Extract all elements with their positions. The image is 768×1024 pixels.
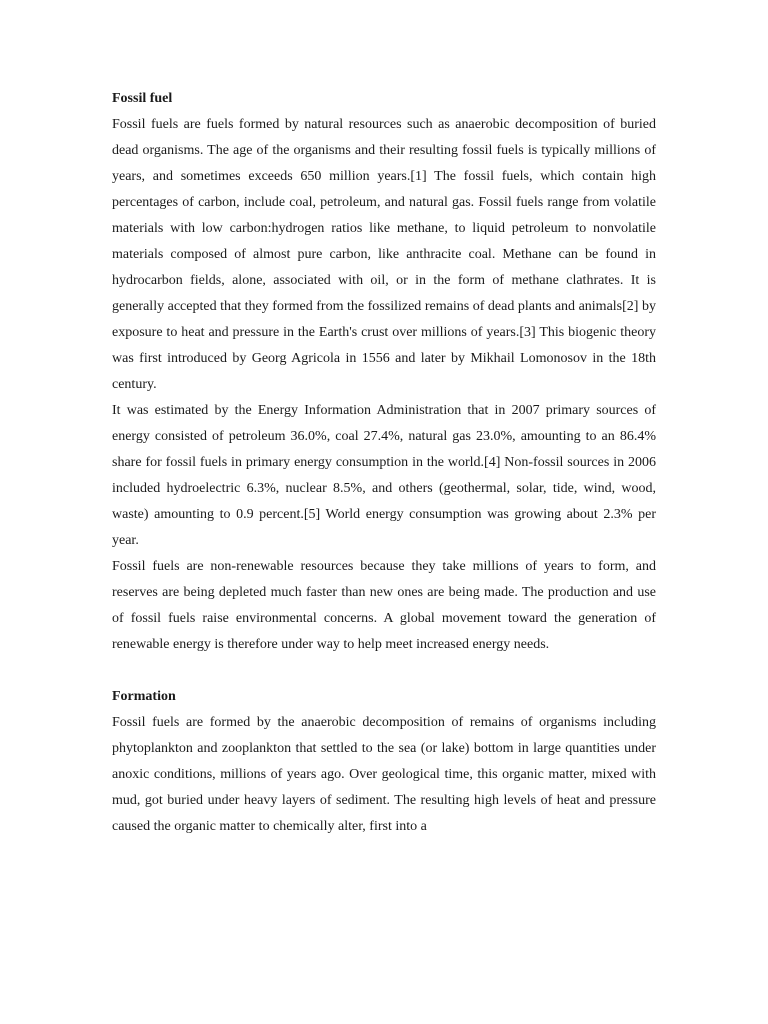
- section-spacer: [112, 658, 656, 684]
- paragraph-formation: Fossil fuels are formed by the anaerobic decomposition of remains of organisms including phytoplankton and zooplankton that settled to the sea (or lake) bottom in large quantities under anoxic conditions, millions of years ago. Over geological time, this organic matter, mixed with mud, got buried under heavy layers of sediment. The resulting high levels of heat and pressure caused the organic matter to chemically alter, first into a: [112, 715, 656, 834]
- section-heading-formation: Formation: [112, 689, 176, 704]
- paragraph-fossil-fuel-intro: Fossil fuels are fuels formed by natural resources such as anaerobic decomposition of buried dead organisms. The age of the organisms and their resulting fossil fuels is typically millions of years, and sometimes exceeds 650 million years.[1] The fossil fuels, which contain high percentages of carbon, include coal, petroleum, and natural gas. Fossil fuels range from volatile materials with low carbon:hydrogen ratios like methane, to liquid petroleum to nonvolatile materials composed of almost pure carbon, like anthracite coal. Methane can be found in hydrocarbon fields, alone, associated with oil, or in the form of methane clathrates. It is generally accepted that they formed from the fossilized remains of dead plants and animals[2] by exposure to heat and pressure in the Earth's crust over millions of years.[3] This biogenic theory was first introduced by Georg Agricola in 1556 and later by Mikhail Lomonosov in the 18th century.: [112, 117, 656, 392]
- paragraph-energy-sources: It was estimated by the Energy Information Administration that in 2007 primary sources of energy consisted of petroleum 36.0%, coal 27.4%, natural gas 23.0%, amounting to an 86.4% share for fossil fuels in primary energy consumption in the world.[4] Non-fossil sources in 2006 included hydroelectric 6.3%, nuclear 8.5%, and others (geothermal, solar, tide, wind, wood, waste) amounting to 0.9 percent.[5] World energy consumption was growing about 2.3% per year.: [112, 403, 656, 548]
- section-heading-fossil-fuel: Fossil fuel: [112, 91, 173, 106]
- paragraph-non-renewable: Fossil fuels are non-renewable resources because they take millions of years to form, and reserves are being depleted much faster than new ones are being made. The production and use of fossil fuels raise environmental concerns. A global movement toward the generation of renewable energy is therefore under way to help meet increased energy needs.: [112, 559, 656, 652]
- document-page: [112, 86, 656, 840]
